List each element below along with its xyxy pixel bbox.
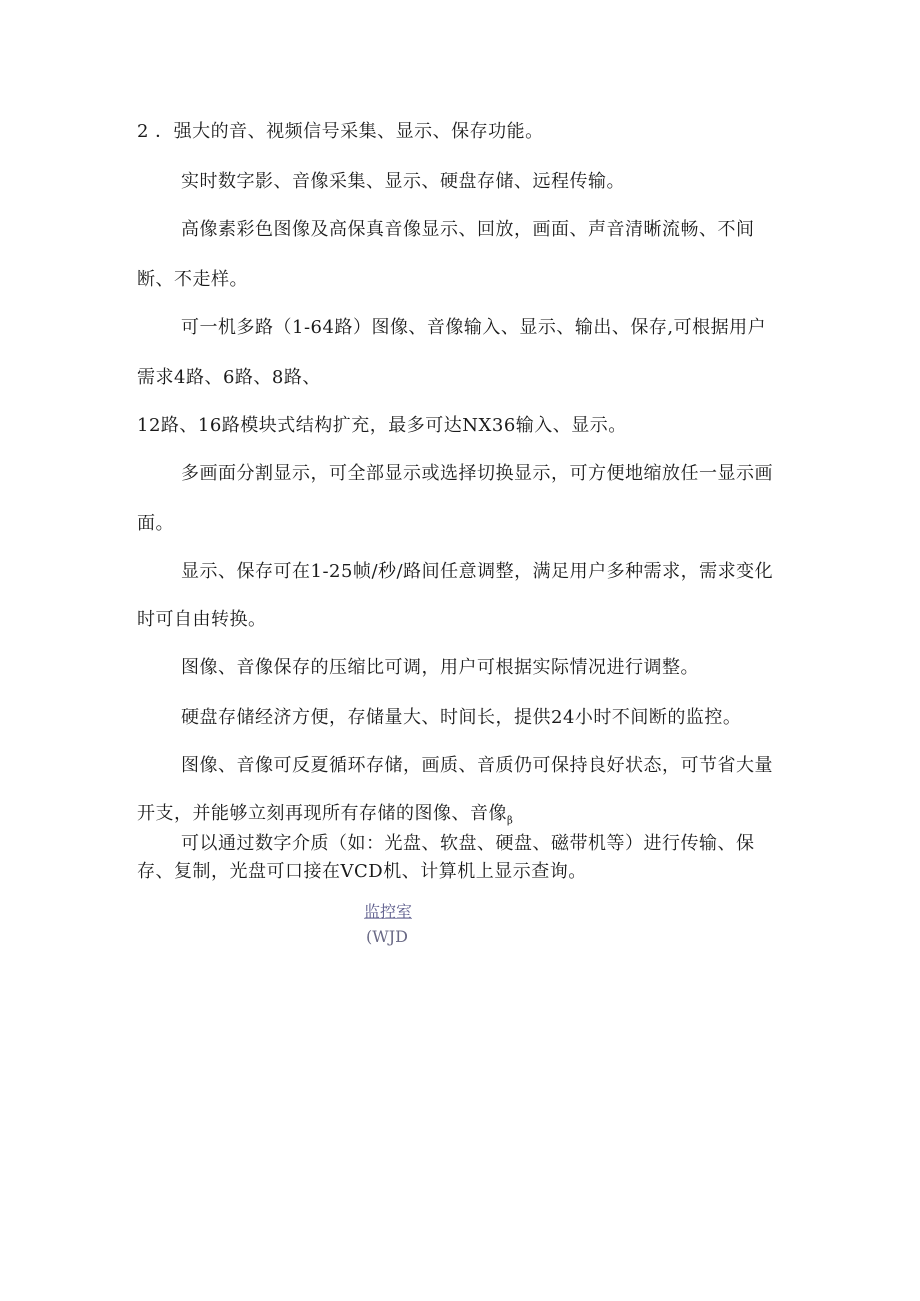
paragraph-line: 存、复制，光盘可口接在VCD机、计算机上显示查询。 [137,861,587,882]
subscript-mark: β [507,815,514,827]
paragraph-line: 实时数字影、音像采集、显示、硬盘存储、远程传输。 [181,171,625,192]
section-heading: 2 ．强大的音、视频信号采集、显示、保存功能。 [137,121,544,142]
paragraph-line: 图像、音像可反夏循环存储，画质、音质仍可保持良好状态，可节省大量 [181,755,773,776]
paragraph-line: 12路、16路模块式结构扩充，最多可达NX36输入、显示。 [137,415,627,436]
paragraph-line: 可一机多路（1-64路）图像、音像输入、显示、输出、保存,可根据用户 [181,317,767,338]
paragraph-line: 可以通过数字介质（如：光盘、软盘、硬盘、磁带机等）进行传输、保 [181,833,755,854]
paragraph-line: 图像、音像保存的压缩比可调，用户可根据实际情况进行调整。 [181,657,699,678]
paragraph-line: 高像素彩色图像及高保真音像显示、回放，画面、声音清晰流畅、不间 [181,219,755,240]
monitoring-room-link[interactable]: 监控室 [364,902,413,921]
paragraph-line: 显示、保存可在1-25帧/秒/路间任意调整，满足用户多种需求，需求变化 [181,561,774,582]
paragraph-line-text: 开支，并能够立刻再现所有存储的图像、音像 [137,803,507,824]
paragraph-line [137,802,513,826]
paragraph-line: 面。 [137,513,174,534]
paragraph-line: 硬盘存储经济方便，存储量大、时间长，提供24小时不间断的监控。 [181,707,742,728]
paragraph-line: 断、不走样。 [137,269,248,290]
paragraph-line: 多画面分割显示，可全部显示或选择切换显示，可方便地缩放任一显示画 [181,463,773,484]
model-code-text: (WJD [366,927,408,946]
paragraph-line: 需求4路、6路、8路、 [137,367,321,388]
paragraph-line: 时可自由转换。 [137,609,267,630]
